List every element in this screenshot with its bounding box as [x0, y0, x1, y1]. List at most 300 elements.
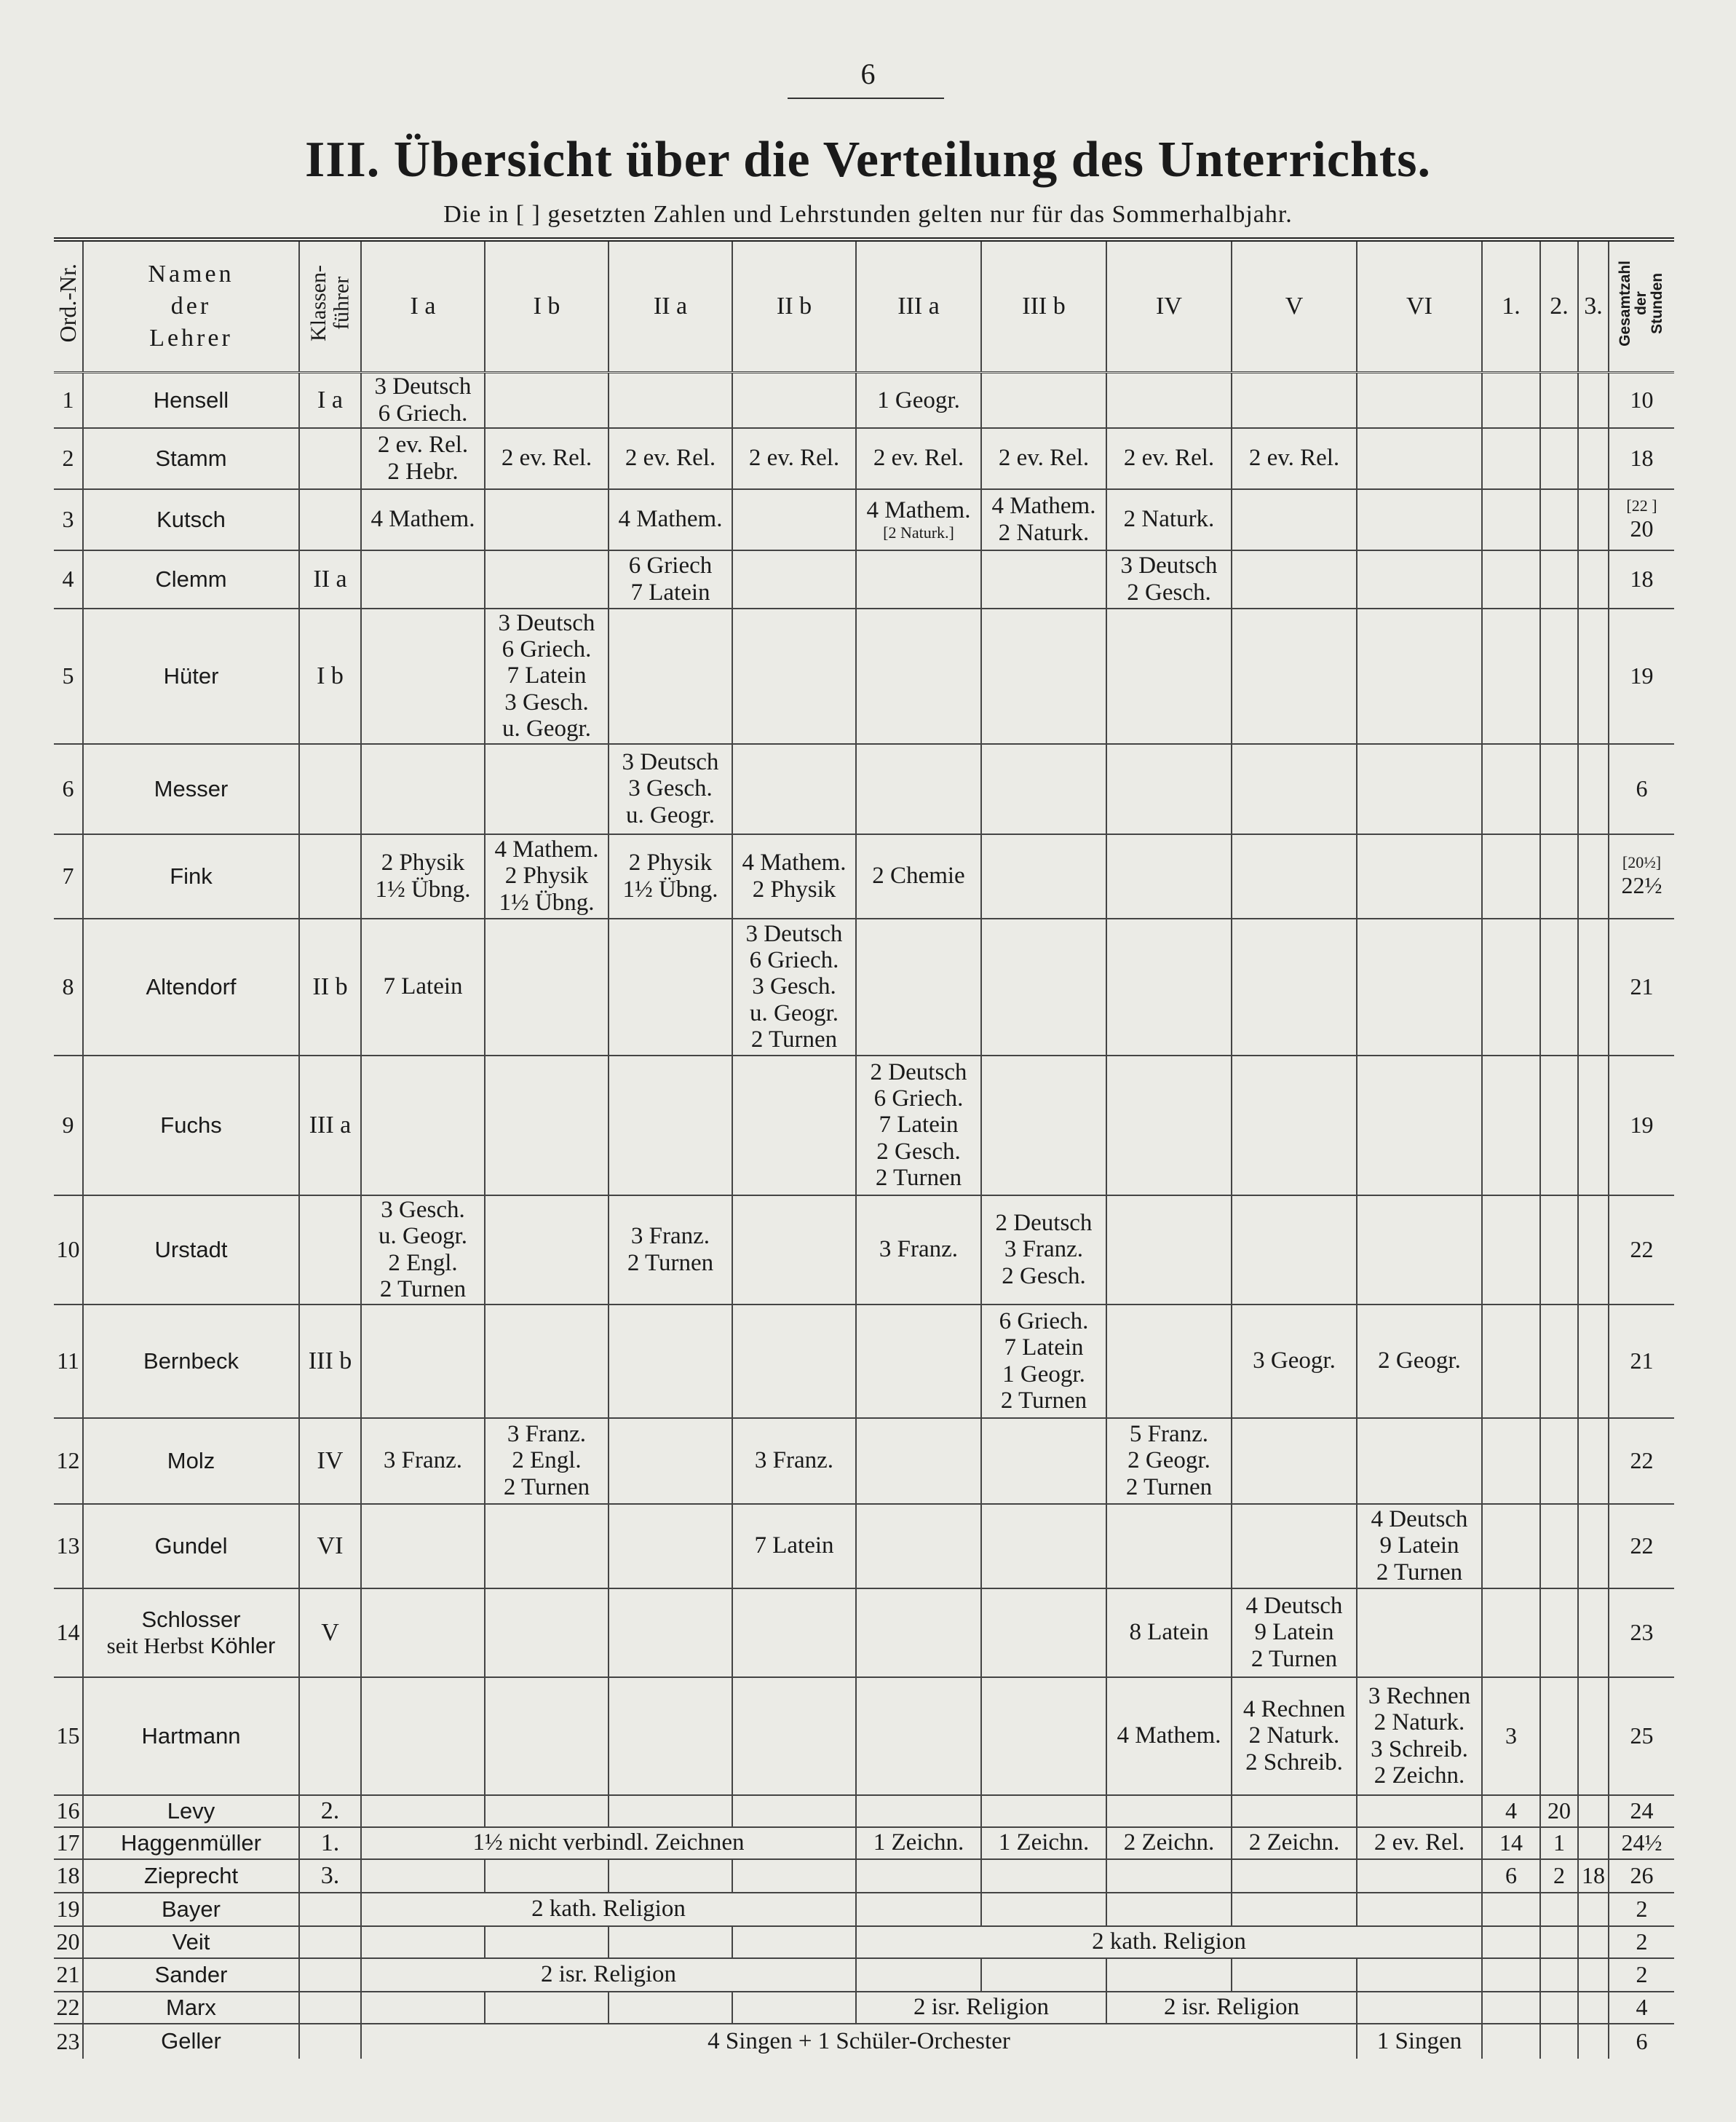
- lesson-cell-c1: 4: [1482, 1795, 1540, 1827]
- header-total: Gesamtzahl der Stunden: [1609, 242, 1674, 373]
- lesson-cell-c1: [1482, 1926, 1540, 1958]
- total-hours: [1609, 1677, 1674, 1795]
- table-row: [54, 1305, 1674, 1418]
- lesson-cell-c1: [1482, 373, 1540, 428]
- lesson-cell-ib: [485, 1195, 609, 1305]
- lesson-cell-c2: [1540, 373, 1578, 428]
- lesson-cell-iv: [1106, 1056, 1232, 1195]
- lesson-cell-c2: 2: [1540, 1859, 1578, 1893]
- lesson-cell-ia: 3 Gesch. u. Geogr. 2 Engl. 2 Turnen: [361, 1195, 485, 1305]
- lesson-cell-c2: [1540, 1305, 1578, 1418]
- lesson-cell-vi: 4 Deutsch 9 Latein 2 Turnen: [1357, 1504, 1482, 1588]
- header-col-3: 3.: [1578, 242, 1609, 373]
- lesson-cell-iib: [732, 1195, 856, 1305]
- lesson-cell-iv: 2 ev. Rel.: [1106, 428, 1232, 489]
- lesson-cell-iiia: [856, 919, 981, 1056]
- lesson-cell-c2: [1540, 2024, 1578, 2059]
- lesson-cell-c3: [1578, 919, 1609, 1056]
- lesson-cell-v: [1232, 1418, 1357, 1504]
- lesson-cell-v: [1232, 550, 1357, 609]
- lesson-cell-iiia: [856, 1958, 981, 1992]
- total-hours: [1609, 1056, 1674, 1195]
- lesson-cell-c2: [1540, 744, 1578, 834]
- lesson-cell-iv: 5 Franz. 2 Geogr. 2 Turnen: [1106, 1418, 1232, 1504]
- lesson-cell-ib: [485, 373, 609, 428]
- teacher-name: [83, 1795, 299, 1827]
- klassenfuehrer-cell: [299, 1677, 361, 1795]
- klassenfuehrer-cell: [299, 489, 361, 550]
- lesson-cell-iib: [732, 1859, 856, 1893]
- lesson-cell-ib: [485, 1677, 609, 1795]
- total-value: 2: [1636, 1928, 1648, 1955]
- teacher-name-text: Hartmann: [141, 1722, 241, 1749]
- klassenfuehrer-cell: 1.: [299, 1827, 361, 1859]
- lesson-cell-vi: [1357, 1418, 1482, 1504]
- total-value: 19: [1630, 662, 1654, 689]
- lesson-cell-iiib: [981, 1795, 1106, 1827]
- lesson-cell-v: [1232, 1893, 1357, 1926]
- lesson-cell-iiia: [856, 550, 981, 609]
- lesson-cell-iiia: 2 Deutsch 6 Griech. 7 Latein 2 Gesch. 2 Turnen: [856, 1056, 981, 1195]
- table-row: [54, 1795, 1674, 1827]
- row-number: 9: [54, 1056, 83, 1195]
- table-row: [54, 919, 1674, 1056]
- lesson-cell-iiib: [981, 1958, 1106, 1992]
- teacher-name: [83, 1992, 299, 2024]
- lesson-cell-iiia: 2 ev. Rel.: [856, 428, 981, 489]
- klassenfuehrer-cell: [299, 744, 361, 834]
- lesson-cell-iib: [732, 609, 856, 744]
- total-hours: [1609, 489, 1674, 550]
- total-hours: [1609, 1992, 1674, 2024]
- lesson-cell-c2: [1540, 1926, 1578, 1958]
- lesson-cell-iia: [609, 1305, 732, 1418]
- lesson-cell-ib: [485, 744, 609, 834]
- lesson-cell-iia: [609, 1859, 732, 1893]
- teacher-name: [83, 1926, 299, 1958]
- header-iiia: III a: [856, 242, 981, 373]
- table-row: [54, 428, 1674, 489]
- lesson-cell-ia: [361, 1056, 485, 1195]
- total-hours: [1609, 2024, 1674, 2059]
- lesson-cell-iiia: [856, 1418, 981, 1504]
- lesson-cell-iiib: [981, 1588, 1106, 1677]
- lesson-cell-ia: [361, 1588, 485, 1677]
- klassenfuehrer-cell: 3.: [299, 1859, 361, 1893]
- total-hours: [1609, 428, 1674, 489]
- klassenfuehrer-cell: [299, 1992, 361, 2024]
- teacher-name: [83, 1859, 299, 1893]
- lesson-cell-c3: [1578, 834, 1609, 919]
- header-ord: Ord.-Nr.: [54, 264, 81, 343]
- lesson-cell-vi: [1357, 1588, 1482, 1677]
- teacher-name-text: Altendorf: [146, 973, 237, 999]
- lesson-cell-iib: 3 Franz.: [732, 1418, 856, 1504]
- lesson-cell-iv: [1106, 373, 1232, 428]
- total-hours: [1609, 1827, 1674, 1859]
- total-hours: [1609, 1893, 1674, 1926]
- lesson-cell-iv: 3 Deutsch 2 Gesch.: [1106, 550, 1232, 609]
- teacher-name-text: Fuchs: [160, 1112, 222, 1138]
- name-note-prefix: seit Herbst: [106, 1632, 205, 1658]
- lesson-cell-iiib: [981, 1893, 1106, 1926]
- teacher-name-text: Zieprecht: [143, 1862, 239, 1888]
- lesson-cell-vi: [1357, 489, 1482, 550]
- row-number: 4: [54, 550, 83, 609]
- row-number: 16: [54, 1795, 83, 1827]
- lesson-cell-iv: [1106, 744, 1232, 834]
- lesson-cell-ib: [485, 550, 609, 609]
- lesson-cell-iib: [732, 489, 856, 550]
- table-row: [54, 373, 1674, 428]
- lesson-cell-iv: 2 Zeichn.: [1106, 1827, 1232, 1859]
- row-number: 17: [54, 1827, 83, 1859]
- lesson-cell-iiib: 2 Deutsch 3 Franz. 2 Gesch.: [981, 1195, 1106, 1305]
- lesson-cell-ib: 4 Mathem. 2 Physik 1½ Übng.: [485, 834, 609, 919]
- lesson-cell-c1: 14: [1482, 1827, 1540, 1859]
- header-col-2: 2.: [1540, 242, 1578, 373]
- total-hours: [1609, 1504, 1674, 1588]
- lesson-cell-c2: [1540, 1958, 1578, 1992]
- total-value: 22: [1630, 1236, 1654, 1262]
- lesson-cell-iib: [732, 550, 856, 609]
- lesson-cell-v: 2 ev. Rel.: [1232, 428, 1357, 489]
- lesson-cell-c1: [1482, 1305, 1540, 1418]
- total-value: 19: [1630, 1112, 1654, 1138]
- lesson-cell-vi: [1357, 1056, 1482, 1195]
- lesson-cell-c3: [1578, 744, 1609, 834]
- teacher-name: [83, 1958, 299, 1992]
- lesson-cell-iiia: [856, 1305, 981, 1418]
- table-row: [54, 1992, 1674, 2024]
- lesson-cell-iib: [732, 1305, 856, 1418]
- total-value: 25: [1630, 1722, 1654, 1749]
- lesson-cell-iib: 3 Deutsch 6 Griech. 3 Gesch. u. Geogr. 2 Turnen: [732, 919, 856, 1056]
- total-hours: [1609, 1305, 1674, 1418]
- row-number: 1: [54, 373, 83, 428]
- lesson-cell-vi: 2 ev. Rel.: [1357, 1827, 1482, 1859]
- total-value: 6: [1636, 775, 1648, 801]
- lesson-cell-iiib: [981, 550, 1106, 609]
- lesson-cell-ia: [361, 1926, 485, 1958]
- teacher-name-text: Stamm: [155, 445, 227, 471]
- teacher-name-text: Urstadt: [154, 1236, 228, 1262]
- lesson-cell-c1: [1482, 1992, 1540, 2024]
- klassenfuehrer-cell: [299, 1893, 361, 1926]
- total-hours: [1609, 609, 1674, 744]
- lesson-cell-v: [1232, 609, 1357, 744]
- lesson-cell-iia: [609, 1588, 732, 1677]
- lesson-cell-c1: [1482, 834, 1540, 919]
- lesson-cell-c1: [1482, 609, 1540, 744]
- teacher-name-text: Geller: [161, 2028, 221, 2054]
- teacher-name-text: Marx: [166, 1994, 216, 2020]
- lesson-cell-iv: [1106, 919, 1232, 1056]
- lesson-cell-ib: [485, 1504, 609, 1588]
- table-row: [54, 1859, 1674, 1893]
- klassenfuehrer-cell: II a: [299, 550, 361, 609]
- lesson-cell-v: [1232, 373, 1357, 428]
- lesson-cell-ib: [485, 1056, 609, 1195]
- lesson-cell-iia: 3 Deutsch 3 Gesch. u. Geogr.: [609, 744, 732, 834]
- total-hours: [1609, 1958, 1674, 1992]
- lesson-cell-c3: [1578, 1504, 1609, 1588]
- lesson-cell-c3: [1578, 1056, 1609, 1195]
- lesson-cell-c3: 18: [1578, 1859, 1609, 1893]
- lesson-cell-c2: [1540, 1677, 1578, 1795]
- table-row: [54, 2024, 1674, 2059]
- row-number: 8: [54, 919, 83, 1056]
- lesson-cell-iia: [609, 1992, 732, 2024]
- klassenfuehrer-cell: [299, 834, 361, 919]
- lesson-cell-v: [1232, 744, 1357, 834]
- klassenfuehrer-cell: IV: [299, 1418, 361, 1504]
- summer-total: [20½]: [1622, 853, 1662, 871]
- total-value: 26: [1630, 1862, 1654, 1888]
- total-value: 22: [1630, 1532, 1654, 1559]
- lesson-cell-iv: 8 Latein: [1106, 1588, 1232, 1677]
- lesson-cell-iiib: [981, 744, 1106, 834]
- total-value: 20: [1630, 515, 1654, 542]
- total-hours: [1609, 1926, 1674, 1958]
- merged-cell: 2 kath. Religion: [856, 1926, 1482, 1958]
- lesson-cell-c2: 20: [1540, 1795, 1578, 1827]
- lesson-cell-iib: [732, 744, 856, 834]
- teacher-name: [83, 489, 299, 550]
- lesson-cell-iib: [732, 1677, 856, 1795]
- teacher-name-note: [84, 1633, 298, 1659]
- lesson-cell-vi: [1357, 1992, 1482, 2024]
- lesson-cell-iia: [609, 1056, 732, 1195]
- lesson-cell-vi: [1357, 1859, 1482, 1893]
- lesson-cell-c3: [1578, 1677, 1609, 1795]
- teacher-name: [83, 744, 299, 834]
- lesson-cell-ia: [361, 1859, 485, 1893]
- row-number: 20: [54, 1926, 83, 1958]
- header-col-1: 1.: [1482, 242, 1540, 373]
- lesson-cell-v: 2 Zeichn.: [1232, 1827, 1357, 1859]
- teacher-name-text: Veit: [172, 1928, 210, 1955]
- lesson-cell-c1: [1482, 744, 1540, 834]
- table-row: [54, 834, 1674, 919]
- total-value: 21: [1630, 1347, 1654, 1374]
- lesson-cell-iiia: 3 Franz.: [856, 1195, 981, 1305]
- header-iiib: III b: [981, 242, 1106, 373]
- header-ia: I a: [361, 242, 485, 373]
- table-row: [54, 1588, 1674, 1677]
- lesson-cell-c2: [1540, 919, 1578, 1056]
- lesson-cell-iiib: 6 Griech. 7 Latein 1 Geogr. 2 Turnen: [981, 1305, 1106, 1418]
- teacher-name: [83, 1418, 299, 1504]
- lesson-cell-iia: 4 Mathem.: [609, 489, 732, 550]
- lesson-cell-ib: [485, 489, 609, 550]
- lesson-cell-c3: [1578, 1992, 1609, 2024]
- lesson-cell-v: [1232, 1795, 1357, 1827]
- lesson-cell-c1: [1482, 1418, 1540, 1504]
- lesson-cell-c3: [1578, 1926, 1609, 1958]
- total-value: 2: [1636, 1961, 1648, 1987]
- lesson-cell-vi: [1357, 919, 1482, 1056]
- lesson-cell-v: 4 Deutsch 9 Latein 2 Turnen: [1232, 1588, 1357, 1677]
- merged-cell: 4 Singen + 1 Schüler-Orchester: [361, 2024, 1357, 2059]
- lesson-cell-iiia: [856, 609, 981, 744]
- merged-cell: 1½ nicht verbindl. Zeichnen: [361, 1827, 856, 1859]
- lesson-cell-iv: [1106, 1504, 1232, 1588]
- teacher-name: [83, 1677, 299, 1795]
- lesson-cell-iiib: 4 Mathem. 2 Naturk.: [981, 489, 1106, 550]
- teacher-name-text: Levy: [167, 1797, 215, 1824]
- lesson-cell-vi: 1 Singen: [1357, 2024, 1482, 2059]
- lesson-cell-v: [1232, 919, 1357, 1056]
- header-vi: VI: [1357, 242, 1482, 373]
- header-ib: I b: [485, 242, 609, 373]
- lesson-cell-iia: 2 ev. Rel.: [609, 428, 732, 489]
- lesson-cell-ib: [485, 1859, 609, 1893]
- lesson-cell-iiia: [856, 1893, 981, 1926]
- klassenfuehrer-cell: I b: [299, 609, 361, 744]
- name-note-successor: Köhler: [210, 1632, 276, 1658]
- lesson-cell-c3: [1578, 489, 1609, 550]
- row-number: 11: [54, 1305, 83, 1418]
- teacher-name: [83, 1893, 299, 1926]
- lesson-cell-iia: [609, 1677, 732, 1795]
- lesson-cell-v: [1232, 1056, 1357, 1195]
- lesson-cell-iiia: [856, 1795, 981, 1827]
- row-number: 7: [54, 834, 83, 919]
- lesson-cell-c1: [1482, 428, 1540, 489]
- lesson-cell-ia: [361, 744, 485, 834]
- lesson-cell-c3: [1578, 373, 1609, 428]
- table-row: [54, 1195, 1674, 1305]
- lesson-cell-ia: [361, 1795, 485, 1827]
- lesson-cell-ib: 3 Deutsch 6 Griech. 7 Latein 3 Gesch. u. Geogr.: [485, 609, 609, 744]
- table-row: [54, 1958, 1674, 1992]
- klassenfuehrer-cell: I a: [299, 373, 361, 428]
- teacher-name-text: Messer: [154, 775, 229, 801]
- total-hours: [1609, 373, 1674, 428]
- lesson-cell-iiia: [856, 1677, 981, 1795]
- lesson-cell-c2: [1540, 1992, 1578, 2024]
- merged-cell: 2 isr. Religion: [361, 1958, 856, 1992]
- page-title: III. Übersicht über die Verteilung des Unterrichts.: [305, 132, 1431, 188]
- lesson-cell-c1: 6: [1482, 1859, 1540, 1893]
- lesson-cell-v: [1232, 834, 1357, 919]
- klassenfuehrer-cell: III b: [299, 1305, 361, 1418]
- lesson-cell-c2: [1540, 550, 1578, 609]
- lesson-cell-c1: [1482, 1588, 1540, 1677]
- lesson-cell-iia: 6 Griech 7 Latein: [609, 550, 732, 609]
- teacher-name-text: Gundel: [154, 1532, 228, 1559]
- lesson-cell-c1: 3: [1482, 1677, 1540, 1795]
- lesson-cell-iib: [732, 373, 856, 428]
- lesson-cell-c2: [1540, 489, 1578, 550]
- lesson-cell-c2: [1540, 1893, 1578, 1926]
- header-v: V: [1232, 242, 1357, 373]
- lesson-cell-iiia: [856, 1588, 981, 1677]
- teacher-name-text: Fink: [170, 863, 213, 889]
- table-row: [54, 1926, 1674, 1958]
- lesson-cell-iiia: [856, 1504, 981, 1588]
- row-number: 19: [54, 1893, 83, 1926]
- teacher-name: [83, 1504, 299, 1588]
- total-value: 2: [1636, 1896, 1648, 1922]
- lesson-cell-vi: [1357, 428, 1482, 489]
- lesson-cell-v: [1232, 1504, 1357, 1588]
- lesson-cell-vi: [1357, 609, 1482, 744]
- row-number: 23: [54, 2024, 83, 2059]
- teaching-distribution-table: [54, 237, 1674, 2059]
- teacher-name-text: Hensell: [153, 387, 229, 413]
- lesson-cell-c3: [1578, 1588, 1609, 1677]
- lesson-cell-c3: [1578, 1795, 1609, 1827]
- lesson-cell-iiib: [981, 834, 1106, 919]
- lesson-cell-iv: [1106, 1859, 1232, 1893]
- lesson-cell-iiia: [856, 1859, 981, 1893]
- lesson-cell-c3: [1578, 1305, 1609, 1418]
- lesson-cell-c3: [1578, 1958, 1609, 1992]
- lesson-cell-c2: [1540, 1418, 1578, 1504]
- lesson-cell-iib: [732, 1056, 856, 1195]
- total-value: 24½: [1621, 1829, 1662, 1856]
- lesson-cell-v: [1232, 1195, 1357, 1305]
- row-number: 21: [54, 1958, 83, 1992]
- lesson-cell-vi: [1357, 744, 1482, 834]
- lesson-cell-c1: [1482, 1056, 1540, 1195]
- lesson-cell-iiia: 1 Zeichn.: [856, 1827, 981, 1859]
- lesson-cell-c1: [1482, 489, 1540, 550]
- table-row: [54, 1504, 1674, 1588]
- lesson-cell-ib: [485, 919, 609, 1056]
- lesson-cell-vi: 3 Rechnen 2 Naturk. 3 Schreib. 2 Zeichn.: [1357, 1677, 1482, 1795]
- total-hours: [1609, 1588, 1674, 1677]
- lesson-cell-ia: [361, 1677, 485, 1795]
- lesson-cell-vi: [1357, 1795, 1482, 1827]
- lesson-cell-iv: 2 Naturk.: [1106, 489, 1232, 550]
- lesson-cell-ia: [361, 1305, 485, 1418]
- teacher-name-text: Kutsch: [156, 506, 226, 532]
- lesson-cell-ia: [361, 1992, 485, 2024]
- lesson-cell-c3: [1578, 428, 1609, 489]
- total-hours: [1609, 1859, 1674, 1893]
- lesson-cell-iv: [1106, 1958, 1232, 1992]
- teacher-name-text: Bernbeck: [143, 1347, 239, 1374]
- row-number: 12: [54, 1418, 83, 1504]
- lesson-cell-iv: 4 Mathem.: [1106, 1677, 1232, 1795]
- lesson-cell-v: [1232, 1859, 1357, 1893]
- lesson-cell-iiib: [981, 1056, 1106, 1195]
- header-row: [54, 242, 1674, 373]
- total-value: 22: [1630, 1447, 1654, 1473]
- lesson-cell-iib: 2 ev. Rel.: [732, 428, 856, 489]
- table-row: [54, 1893, 1674, 1926]
- table-row: [54, 744, 1674, 834]
- lesson-cell-ib: [485, 1795, 609, 1827]
- lesson-cell-iib: 7 Latein: [732, 1504, 856, 1588]
- lesson-cell-iia: [609, 373, 732, 428]
- merged-cell: 2 kath. Religion: [361, 1893, 856, 1926]
- teacher-name-text: Bayer: [162, 1896, 221, 1922]
- lesson-cell-c3: [1578, 609, 1609, 744]
- lesson-cell-ia: 7 Latein: [361, 919, 485, 1056]
- header-iv: IV: [1106, 242, 1232, 373]
- row-number: 3: [54, 489, 83, 550]
- teacher-name: [83, 919, 299, 1056]
- teacher-name: [83, 373, 299, 428]
- lesson-cell-c2: [1540, 1588, 1578, 1677]
- table-row: [54, 550, 1674, 609]
- total-hours: [1609, 550, 1674, 609]
- lesson-cell-iiib: [981, 373, 1106, 428]
